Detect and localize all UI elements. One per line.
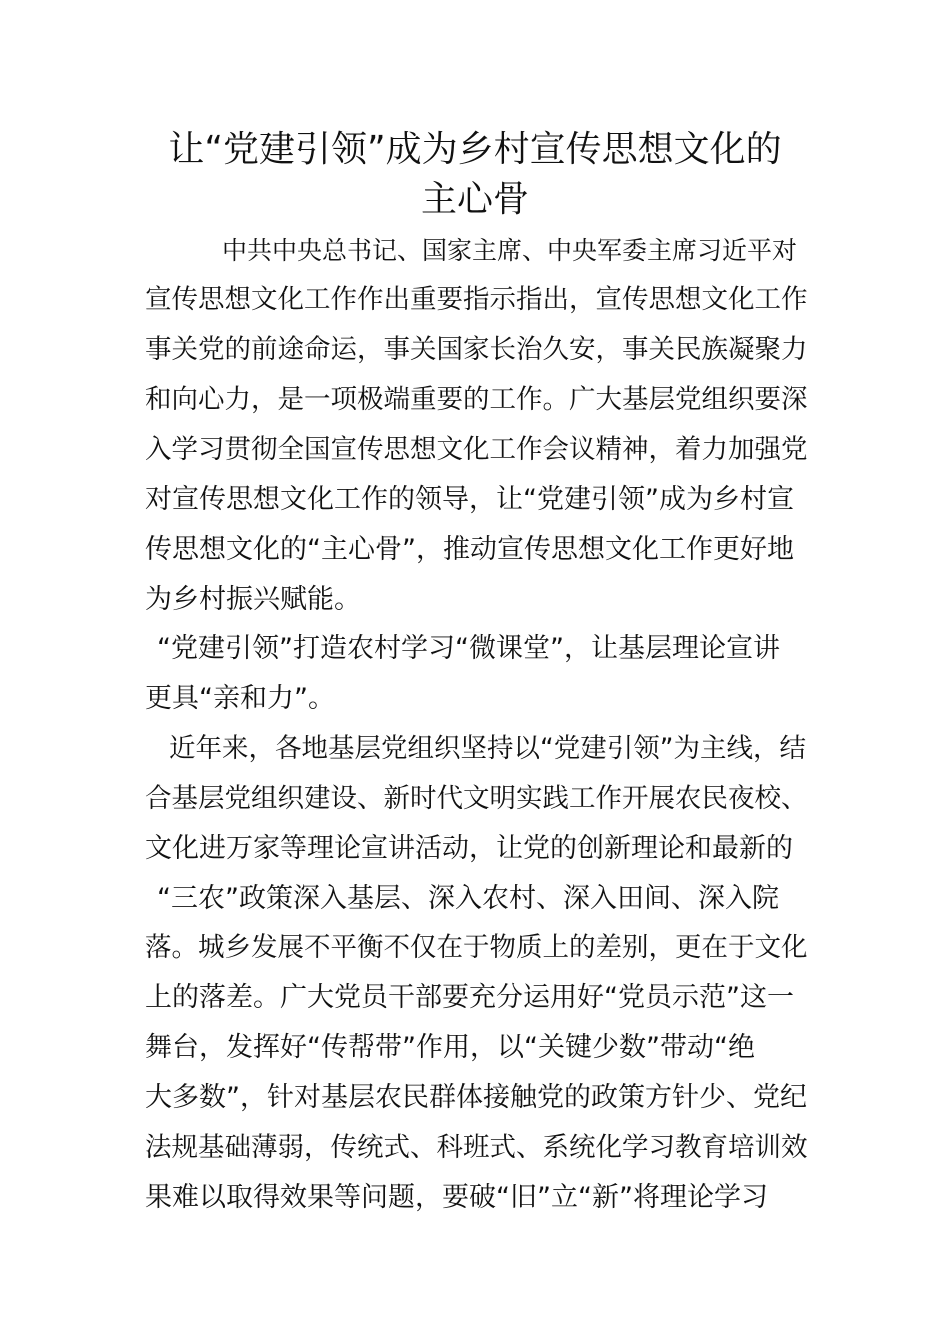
paragraph-1-line-3: 事关党的前途命运，事关国家长治久安，事关民族凝聚力 <box>145 334 808 365</box>
paragraph-3-line-5: 落。城乡发展不平衡不仅在于物质上的差别，更在于文化 <box>145 932 808 963</box>
paragraph-2-line-2: 更具“亲和力”。 <box>145 683 335 714</box>
paragraph-3-line-8: 大多数”，针对基层农民群体接触党的政策方针少、党纪 <box>145 1082 807 1113</box>
document-title-line-1: 让“党建引领”成为乡村宣传思想文化的 <box>168 129 782 170</box>
paragraph-1-line-6: 对宣传思想文化工作的领导，让“党建引领”成为乡村宣 <box>145 484 794 515</box>
paragraph-1-line-7: 传思想文化的“主心骨”，推动宣传思想文化工作更好地 <box>145 534 794 565</box>
document-title-line-2: 主心骨 <box>420 179 529 220</box>
paragraph-3-line-9: 法规基础薄弱，传统式、科班式、系统化学习教育培训效 <box>145 1132 808 1163</box>
paragraph-3-line-7: 舞台，发挥好“传帮带”作用，以“关键少数”带动“绝 <box>145 1032 755 1063</box>
paragraph-1-line-2: 宣传思想文化工作作出重要指示指出，宣传思想文化工作 <box>145 284 808 315</box>
paragraph-1-line-5: 入学习贯彻全国宣传思想文化工作会议精神，着力加强党 <box>145 434 808 465</box>
paragraph-2-line-1: “党建引领”打造农村学习“微课堂”，让基层理论宣讲 <box>157 633 780 664</box>
paragraph-3-line-2: 合基层党组织建设、新时代文明实践工作开展农民夜校、 <box>145 783 808 814</box>
paragraph-3-line-10: 果难以取得效果等问题，要破“旧”立“新”将理论学习 <box>145 1182 768 1213</box>
paragraph-3-line-3: 文化进万家等理论宣讲活动，让党的创新理论和最新的 <box>145 833 793 864</box>
paragraph-1-line-1: 中共中央总书记、国家主席、中央军委主席习近平对 <box>222 236 798 265</box>
paragraph-3-line-4: “三农”政策深入基层、深入农村、深入田间、深入院 <box>157 883 779 914</box>
paragraph-3-line-6: 上的落差。广大党员干部要充分运用好“党员示范”这一 <box>145 982 794 1013</box>
paragraph-1-line-4: 和向心力，是一项极端重要的工作。广大基层党组织要深 <box>145 384 808 415</box>
paragraph-3-line-1: 近年来，各地基层党组织坚持以“党建引领”为主线，结 <box>169 733 806 764</box>
paragraph-1-line-8: 为乡村振兴赋能。 <box>145 584 361 615</box>
